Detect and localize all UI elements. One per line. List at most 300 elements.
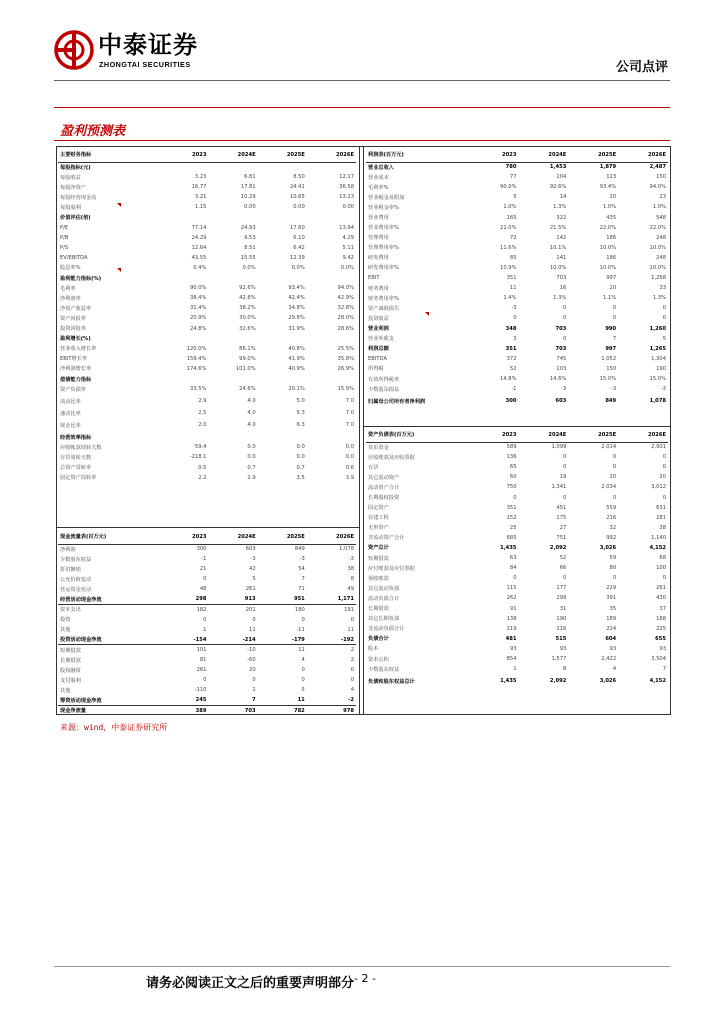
- value-cell: 7: [301, 576, 305, 583]
- value-cell: 24.8%: [190, 325, 207, 332]
- value-cell: 9.42: [342, 254, 354, 261]
- value-cell: 92.6%: [239, 285, 256, 292]
- value-cell: 2: [350, 657, 354, 664]
- row-label: 股本: [368, 646, 379, 653]
- value-cell: 0.7: [296, 464, 305, 471]
- value-cell: 101.0%: [235, 365, 256, 372]
- value-cell: [258, 334, 307, 344]
- value-cell: 1: [252, 687, 256, 694]
- year-header-cell: 2026E: [307, 148, 356, 162]
- value-cell: 0.0: [345, 454, 354, 461]
- value-cell: 94.0%: [337, 285, 354, 292]
- value-cell: 0: [203, 576, 207, 583]
- value-cell: -2: [307, 695, 356, 705]
- row-label: 现金比率: [60, 422, 81, 429]
- row-label: 营业费用: [368, 215, 389, 222]
- table-row: [366, 324, 668, 334]
- value-cell: 14.8%: [500, 376, 517, 383]
- value-cell: 0.4%: [193, 264, 207, 271]
- table-grid-outer-right: [670, 146, 671, 714]
- value-cell: 631: [656, 504, 666, 511]
- row-label: 营业收入增长率: [60, 346, 97, 353]
- value-cell: 4: [350, 687, 354, 694]
- table-row: [366, 223, 668, 233]
- value-cell: 2,034: [601, 484, 617, 491]
- value-cell: 35.8%: [337, 355, 354, 362]
- value-cell: 31: [559, 605, 567, 612]
- table-header-row: [366, 428, 668, 442]
- row-label: 毛利率: [60, 285, 76, 292]
- row-label: 现金净流量: [60, 708, 86, 715]
- value-cell: 2.2: [198, 474, 207, 481]
- value-cell: 99.0%: [239, 355, 256, 362]
- footer-divider: [54, 966, 670, 967]
- table-row: [366, 212, 668, 222]
- value-cell: [307, 334, 356, 344]
- row-label: 净利润增长率: [60, 366, 92, 373]
- row-label: 固定资产: [368, 505, 389, 512]
- row-label: EBIT: [368, 275, 380, 282]
- value-cell: 16.77: [191, 184, 207, 191]
- table-section-row: [58, 273, 356, 283]
- table-section-row: [58, 334, 356, 344]
- value-cell: 3.21: [194, 194, 207, 201]
- value-cell: 21: [199, 566, 207, 573]
- value-cell: 21.0%: [500, 224, 517, 231]
- row-label: 营业外收支: [368, 336, 394, 343]
- value-cell: 997: [606, 275, 617, 282]
- value-cell: [159, 212, 208, 222]
- row-label: 投资回报率: [60, 326, 86, 333]
- row-label: 每股指标(元): [60, 164, 91, 171]
- value-cell: 68: [659, 555, 666, 562]
- value-cell: 38: [347, 566, 354, 573]
- value-cell: 0: [301, 616, 305, 623]
- table-row: [366, 243, 668, 253]
- row-label: 股息率%: [60, 265, 81, 272]
- value-cell: 1.15: [194, 204, 207, 211]
- value-cell: 299: [556, 595, 567, 602]
- value-cell: 0.0: [296, 444, 305, 451]
- row-label: 管理费用率%: [368, 245, 399, 252]
- table-row: [58, 293, 356, 303]
- value-cell: 59: [609, 555, 617, 562]
- row-label: 少数股东权益: [368, 666, 400, 673]
- value-cell: 7.0: [345, 422, 354, 429]
- value-cell: 0.0: [247, 454, 256, 461]
- table-header-row: [58, 148, 356, 162]
- value-cell: -3: [348, 556, 354, 563]
- value-cell: 20: [659, 474, 666, 481]
- value-cell: 10.0%: [549, 264, 567, 271]
- value-cell: 141: [556, 254, 567, 261]
- value-cell: 11: [298, 647, 305, 654]
- value-cell: 1,052: [601, 355, 617, 362]
- value-cell: 2.9: [247, 474, 256, 481]
- value-cell: 26.9%: [337, 365, 354, 372]
- table-section-row: [58, 212, 356, 222]
- table-row: [366, 344, 668, 354]
- table-row: [58, 695, 356, 705]
- value-cell: 10.65: [289, 194, 305, 201]
- row-label: 盈利增长(%): [60, 336, 91, 343]
- value-cell: 19: [559, 474, 567, 481]
- value-cell: 48: [199, 586, 207, 593]
- value-cell: 11: [509, 285, 517, 292]
- value-cell: 8.50: [293, 174, 305, 181]
- value-cell: 186: [606, 254, 617, 261]
- value-cell: 81: [199, 657, 207, 664]
- value-cell: 1,265: [649, 345, 666, 352]
- value-cell: 0: [612, 454, 617, 461]
- table-row: [366, 513, 668, 523]
- row-label: 少数股东损益: [368, 386, 400, 393]
- value-cell: 5: [252, 576, 256, 583]
- row-label: EV/EBITDA: [60, 254, 88, 261]
- value-cell: 261: [656, 585, 666, 592]
- value-cell: 2.0: [198, 422, 207, 429]
- value-cell: 5.0: [296, 398, 305, 405]
- value-cell: 351: [505, 345, 517, 352]
- value-cell: 0: [612, 315, 617, 322]
- value-cell: 1,078: [649, 398, 666, 405]
- value-cell: 14: [559, 194, 567, 201]
- table-row: [366, 553, 668, 563]
- row-label: 净资产收益率: [60, 305, 92, 312]
- value-cell: 0: [513, 315, 517, 322]
- value-cell: 3,504: [651, 656, 666, 663]
- value-cell: 0.6: [345, 464, 354, 471]
- value-cell: 2,014: [601, 444, 617, 451]
- value-cell: 4.29: [342, 234, 354, 241]
- value-cell: 0: [612, 305, 617, 312]
- value-cell: 90.0%: [500, 184, 517, 191]
- table-row: [58, 202, 356, 212]
- value-cell: 6.42: [293, 244, 305, 251]
- value-cell: 224: [606, 625, 617, 632]
- table-grid-left-split: [56, 527, 360, 528]
- header-divider: [54, 80, 670, 81]
- value-cell: 159.4%: [186, 355, 207, 362]
- value-cell: 85: [509, 254, 517, 261]
- value-cell: 3.5: [296, 474, 305, 481]
- value-cell: 182: [196, 606, 207, 613]
- value-cell: 136: [506, 454, 517, 461]
- value-cell: 0: [612, 575, 617, 582]
- value-cell: 1,078: [339, 546, 354, 553]
- value-cell: 430: [656, 595, 666, 602]
- value-cell: 782: [293, 707, 305, 714]
- value-cell: 0: [563, 335, 567, 342]
- value-cell: 6.3: [296, 422, 305, 429]
- value-cell: 123: [606, 174, 617, 181]
- value-cell: 35: [609, 605, 617, 612]
- table-row: [58, 625, 356, 635]
- value-cell: 0.00: [293, 204, 305, 211]
- value-cell: 0: [203, 616, 207, 623]
- value-cell: 22.0%: [649, 224, 666, 231]
- value-cell: 4,152: [649, 544, 666, 551]
- value-cell: 31.4%: [190, 305, 207, 312]
- value-cell: 0.0: [345, 444, 354, 451]
- table-row: [366, 533, 668, 543]
- value-cell: 515: [555, 635, 567, 642]
- value-cell: 1,879: [599, 164, 617, 171]
- value-cell: 25.5%: [337, 345, 354, 352]
- table-row: [58, 253, 356, 263]
- row-label: 资产负债表(百万元): [366, 428, 469, 442]
- table-row: [366, 523, 668, 533]
- value-cell: 0: [563, 315, 567, 322]
- value-cell: [208, 374, 257, 384]
- value-cell: [159, 273, 208, 283]
- header-red-rule: [54, 107, 670, 108]
- value-cell: 603: [555, 398, 567, 405]
- value-cell: 77: [509, 174, 517, 181]
- row-label: 经营效率指标: [60, 434, 92, 441]
- row-label: 存货周转天数: [60, 454, 92, 461]
- row-label: 主要财务指标: [58, 148, 159, 162]
- table-row: [58, 675, 356, 685]
- value-cell: 1,140: [651, 534, 666, 541]
- value-cell: 5: [513, 194, 517, 201]
- value-cell: 32.6%: [239, 325, 256, 332]
- value-cell: 11: [249, 626, 256, 633]
- row-label: 非流动资产合计: [368, 535, 405, 542]
- value-cell: 72: [509, 234, 517, 241]
- row-label: 研发费用率%: [368, 265, 399, 272]
- value-cell: 604: [605, 635, 617, 642]
- value-cell: 0.00: [244, 204, 256, 211]
- table-row: [58, 313, 356, 323]
- value-cell: -3: [610, 386, 617, 393]
- table-row: [58, 564, 356, 574]
- value-cell: 990: [605, 325, 617, 332]
- table-row: [366, 654, 668, 664]
- table-row: [366, 624, 668, 634]
- value-cell: 93.4%: [599, 184, 617, 191]
- value-cell: -3: [299, 556, 305, 563]
- value-cell: 703: [556, 275, 567, 282]
- table-section-row: [58, 162, 356, 172]
- value-cell: 4.0: [247, 398, 256, 405]
- value-cell: 0: [662, 464, 666, 471]
- row-label: P/B: [60, 234, 69, 241]
- row-label: 资产减值损失: [368, 305, 400, 312]
- cash-flow-table: [58, 530, 356, 716]
- row-label: 无形资产: [368, 525, 389, 532]
- value-cell: 177: [556, 585, 567, 592]
- value-cell: 20: [249, 667, 256, 674]
- value-cell: 27: [559, 524, 567, 531]
- table-row: [58, 665, 356, 675]
- table-row: [58, 344, 356, 354]
- value-cell: 0: [252, 677, 256, 684]
- value-cell: 1.0%: [602, 204, 617, 211]
- value-cell: 41.9%: [288, 355, 305, 362]
- value-cell: 10.1%: [549, 244, 567, 251]
- row-label: 存货: [368, 464, 379, 471]
- value-cell: 38: [659, 524, 666, 531]
- year-header-cell: 2026E: [618, 428, 668, 442]
- value-cell: 389: [195, 707, 207, 714]
- value-cell: 12.17: [339, 174, 354, 181]
- value-cell: 152: [506, 514, 517, 521]
- value-cell: 93.4%: [288, 285, 305, 292]
- table-row: [366, 364, 668, 374]
- value-cell: 0: [301, 677, 305, 684]
- value-cell: -179: [258, 635, 307, 645]
- value-cell: 10.29: [240, 194, 256, 201]
- table-row: [58, 223, 356, 233]
- year-header-cell: 2025E: [568, 428, 618, 442]
- row-label: 营业成本: [368, 174, 389, 181]
- value-cell: 93: [559, 645, 567, 652]
- value-cell: 3.23: [194, 174, 207, 181]
- value-cell: 71: [298, 586, 305, 593]
- value-cell: 261: [196, 667, 207, 674]
- value-cell: [208, 212, 257, 222]
- year-header-cell: 2023: [469, 148, 519, 162]
- value-cell: 11: [258, 695, 307, 705]
- table-row: [58, 655, 356, 665]
- value-cell: 10.0%: [599, 244, 617, 251]
- value-cell: 49: [347, 586, 354, 593]
- value-cell: 1: [203, 626, 207, 633]
- year-header-cell: 2024E: [208, 148, 257, 162]
- value-cell: 348: [505, 325, 517, 332]
- value-cell: 2,092: [549, 678, 567, 685]
- value-cell: 351: [506, 275, 517, 282]
- table-row: [366, 334, 668, 344]
- year-header-cell: 2025E: [568, 148, 618, 162]
- value-cell: 25: [509, 524, 517, 531]
- value-cell: 24.6%: [239, 386, 256, 393]
- value-cell: 5.3: [296, 410, 305, 417]
- table-row: [58, 172, 356, 182]
- value-cell: 0: [563, 454, 567, 461]
- value-cell: 20.9%: [190, 315, 207, 322]
- row-label: 长期借款: [368, 606, 389, 613]
- value-cell: 0: [350, 667, 354, 674]
- value-cell: [258, 212, 307, 222]
- table-row: [366, 384, 668, 394]
- value-cell: 142: [556, 234, 567, 241]
- row-label: 其它流动资产: [368, 474, 400, 481]
- value-cell: 216: [606, 514, 617, 521]
- value-cell: 4.0: [247, 410, 256, 417]
- value-cell: 93: [609, 645, 617, 652]
- value-cell: -3: [561, 386, 567, 393]
- table-grid-outer-left: [56, 146, 57, 714]
- table-row: [366, 492, 668, 502]
- table-grid-middle-left: [359, 146, 360, 714]
- value-cell: 40.8%: [288, 345, 305, 352]
- value-cell: 0.00: [342, 204, 354, 211]
- row-label: 价值评估(倍): [60, 215, 91, 222]
- value-cell: 24.41: [289, 184, 305, 191]
- value-cell: 0: [563, 464, 567, 471]
- row-label: 固定资产周转率: [60, 475, 97, 482]
- value-cell: -11: [296, 626, 305, 633]
- zhongtai-logo-icon: [54, 30, 94, 70]
- table-row: [366, 303, 668, 313]
- table-row: [58, 408, 356, 418]
- value-cell: 3,026: [599, 678, 617, 685]
- table-row: [58, 605, 356, 615]
- value-cell: 951: [258, 594, 307, 604]
- value-cell: 655: [655, 635, 666, 642]
- value-cell: 0.0%: [242, 264, 256, 271]
- value-cell: 32: [609, 524, 617, 531]
- value-cell: -60: [247, 657, 256, 664]
- row-label: 归属母公司所有者净利润: [368, 398, 426, 405]
- row-label: 资本公积: [368, 656, 389, 663]
- row-label: 营业费用率%: [368, 225, 399, 232]
- value-cell: [208, 162, 257, 172]
- value-cell: 93: [509, 645, 517, 652]
- value-cell: 0.5: [198, 464, 207, 471]
- table-row: [366, 273, 668, 283]
- value-cell: 34.8%: [288, 305, 305, 312]
- row-label: 资本支出: [60, 607, 81, 614]
- value-cell: -1: [511, 386, 517, 393]
- value-cell: 1,435: [500, 544, 517, 551]
- value-cell: [307, 162, 356, 172]
- row-label: 每股净资产: [60, 184, 86, 191]
- value-cell: 2,422: [601, 656, 617, 663]
- value-cell: 6.10: [293, 234, 305, 241]
- value-cell: 15.0%: [599, 376, 617, 383]
- value-cell: 0: [252, 616, 256, 623]
- row-label: 货币资金: [368, 444, 389, 451]
- row-label: 所得税: [368, 366, 384, 373]
- table-row: [366, 583, 668, 593]
- year-header-cell: 2024E: [519, 428, 569, 442]
- value-cell: -192: [307, 635, 356, 645]
- row-label: 流动资产合计: [368, 484, 400, 491]
- row-label: 资产回报率: [60, 315, 86, 322]
- row-label: 营运资金变动: [60, 586, 92, 593]
- value-cell: 4: [301, 657, 305, 664]
- table-row: [58, 615, 356, 625]
- value-cell: [258, 432, 307, 442]
- table-row: [366, 503, 668, 513]
- value-cell: 2.5: [198, 410, 207, 417]
- row-label: 非流动负债合计: [368, 626, 405, 633]
- value-cell: 1,577: [551, 656, 567, 663]
- row-label: 在建工程: [368, 515, 389, 522]
- table-row: [366, 442, 668, 452]
- value-cell: 36.58: [339, 184, 354, 191]
- value-cell: 7.0: [345, 410, 354, 417]
- value-cell: 28.6%: [337, 325, 354, 332]
- table-header-row: [366, 148, 668, 162]
- value-cell: 17.81: [240, 184, 256, 191]
- value-cell: 0: [350, 677, 354, 684]
- table-row: [366, 472, 668, 482]
- value-cell: 7: [612, 335, 617, 342]
- value-cell: -154: [159, 635, 208, 645]
- value-cell: 93: [659, 645, 666, 652]
- value-cell: 21.5%: [549, 224, 567, 231]
- value-cell: 1,453: [549, 164, 567, 171]
- value-cell: 751: [556, 534, 567, 541]
- value-cell: 0: [513, 575, 517, 582]
- table-row: [58, 243, 356, 253]
- value-cell: 90.0%: [190, 285, 207, 292]
- row-label: 折旧摊销: [60, 566, 81, 573]
